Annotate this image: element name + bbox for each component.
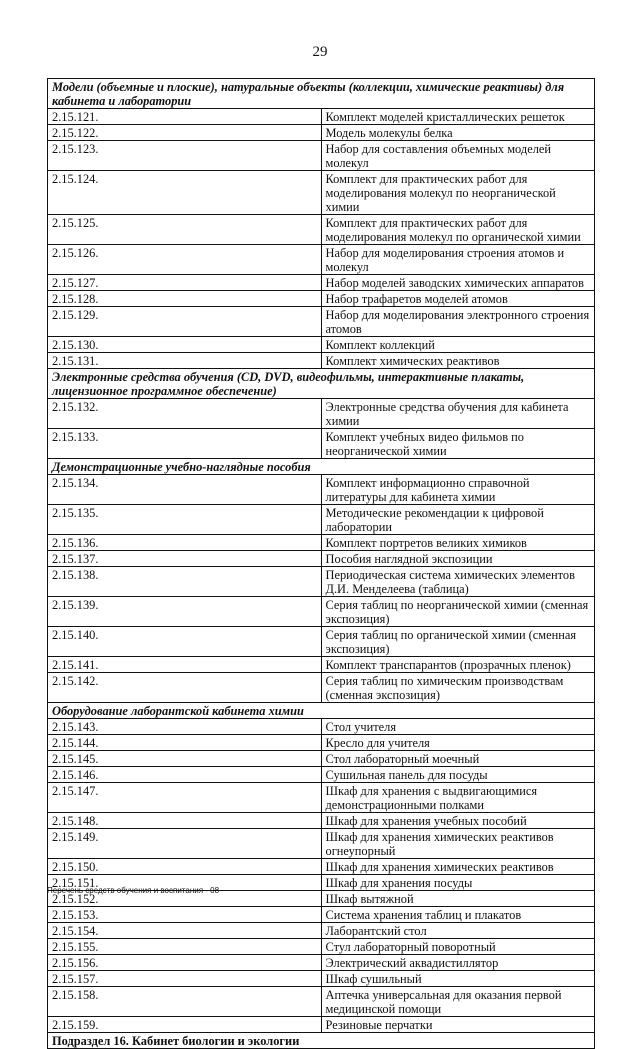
item-description: Методические рекомендации к цифровой лаборатории <box>321 505 595 535</box>
item-description: Серия таблиц по органической химии (сменная экспозиция) <box>321 627 595 657</box>
item-code: 2.15.128. <box>48 291 322 307</box>
table-row <box>48 125 595 141</box>
item-code: 2.15.147. <box>48 783 322 813</box>
item-code: 2.15.138. <box>48 567 322 597</box>
table-row <box>48 109 595 125</box>
item-description: Резиновые перчатки <box>321 1017 595 1033</box>
table-row <box>48 829 595 859</box>
item-description: Серия таблиц по неорганической химии (сменная экспозиция) <box>321 597 595 627</box>
item-code: 2.15.158. <box>48 987 322 1017</box>
item-code: 2.15.126. <box>48 245 322 275</box>
item-description: Модель молекулы белка <box>321 125 595 141</box>
item-code: 2.15.156. <box>48 955 322 971</box>
item-code: 2.15.155. <box>48 939 322 955</box>
section-title: Демонстрационные учебно-наглядные пособия <box>48 459 595 475</box>
item-description: Комплект коллекций <box>321 337 595 353</box>
item-code: 2.15.124. <box>48 171 322 215</box>
item-code: 2.15.151. <box>48 875 322 891</box>
item-code: 2.15.143. <box>48 719 322 735</box>
item-code: 2.15.149. <box>48 829 322 859</box>
table-row <box>48 923 595 939</box>
item-description: Периодическая система химических элементов Д.И. Менделеева (таблица) <box>321 567 595 597</box>
item-code: 2.15.134. <box>48 475 322 505</box>
table-row <box>48 955 595 971</box>
item-code: 2.15.139. <box>48 597 322 627</box>
table-row <box>48 767 595 783</box>
item-code: 2.15.131. <box>48 353 322 369</box>
item-code: 2.15.140. <box>48 627 322 657</box>
item-description: Электрический аквадистиллятор <box>321 955 595 971</box>
table-row <box>48 245 595 275</box>
table-row <box>48 353 595 369</box>
item-code: 2.15.148. <box>48 813 322 829</box>
table-row <box>48 673 595 703</box>
item-description: Шкаф для хранения химических реактивов огнеупорный <box>321 829 595 859</box>
table-row <box>48 399 595 429</box>
subsection-title: Подраздел 16. Кабинет биологии и экологии <box>48 1033 595 1049</box>
item-code: 2.15.130. <box>48 337 322 353</box>
item-description: Шкаф для хранения посуды <box>321 875 595 891</box>
section-header-row <box>48 703 595 719</box>
item-description: Комплект учебных видео фильмов по неорганической химии <box>321 429 595 459</box>
section-title: Модели (объемные и плоские), натуральные объекты (коллекции, химические реактивы) для кабинета и лаборатории <box>48 79 595 109</box>
item-description: Комплект химических реактивов <box>321 353 595 369</box>
item-code: 2.15.135. <box>48 505 322 535</box>
item-description: Сушильная панель для посуды <box>321 767 595 783</box>
footer-text: Перечень средств обучения и воспитания - 08 <box>47 886 220 895</box>
item-description: Система хранения таблиц и плакатов <box>321 907 595 923</box>
item-code: 2.15.152. <box>48 891 322 907</box>
section-title: Электронные средства обучения (CD, DVD, видеофильмы, интерактивные плакаты, лицензионное программное обеспечение) <box>48 369 595 399</box>
table-row <box>48 215 595 245</box>
table-row <box>48 171 595 215</box>
equipment-table <box>47 78 595 1049</box>
table-row <box>48 1017 595 1033</box>
table-row <box>48 987 595 1017</box>
item-code: 2.15.122. <box>48 125 322 141</box>
item-code: 2.15.157. <box>48 971 322 987</box>
item-description: Стол учителя <box>321 719 595 735</box>
table-row <box>48 735 595 751</box>
table-row <box>48 141 595 171</box>
item-description: Комплект информационно справочной литературы для кабинета химии <box>321 475 595 505</box>
item-code: 2.15.133. <box>48 429 322 459</box>
item-code: 2.15.150. <box>48 859 322 875</box>
item-code: 2.15.137. <box>48 551 322 567</box>
table-row <box>48 307 595 337</box>
page-number: 29 <box>312 44 328 60</box>
item-code: 2.15.136. <box>48 535 322 551</box>
item-code: 2.15.142. <box>48 673 322 703</box>
table-row <box>48 535 595 551</box>
item-code: 2.15.127. <box>48 275 322 291</box>
item-description: Набор моделей заводских химических аппаратов <box>321 275 595 291</box>
item-code: 2.15.129. <box>48 307 322 337</box>
item-code: 2.15.123. <box>48 141 322 171</box>
item-description: Шкаф вытяжной <box>321 891 595 907</box>
item-description: Набор для моделирования электронного строения атомов <box>321 307 595 337</box>
table-row <box>48 971 595 987</box>
table-row <box>48 813 595 829</box>
table-row <box>48 597 595 627</box>
table-body <box>48 79 595 1049</box>
table-row <box>48 627 595 657</box>
item-description: Шкаф для хранения химических реактивов <box>321 859 595 875</box>
item-code: 2.15.141. <box>48 657 322 673</box>
item-code: 2.15.145. <box>48 751 322 767</box>
item-description: Стул лабораторный поворотный <box>321 939 595 955</box>
item-code: 2.15.159. <box>48 1017 322 1033</box>
item-code: 2.15.121. <box>48 109 322 125</box>
item-description: Электронные средства обучения для кабинета химии <box>321 399 595 429</box>
table-row <box>48 859 595 875</box>
table-row <box>48 275 595 291</box>
table-row <box>48 567 595 597</box>
table-row <box>48 719 595 735</box>
item-code: 2.15.132. <box>48 399 322 429</box>
item-description: Комплект портретов великих химиков <box>321 535 595 551</box>
subsection-row <box>48 1033 595 1049</box>
table-row <box>48 291 595 307</box>
table-row <box>48 337 595 353</box>
item-description: Пособия наглядной экспозиции <box>321 551 595 567</box>
item-code: 2.15.154. <box>48 923 322 939</box>
table-row <box>48 907 595 923</box>
section-title: Оборудование лаборантской кабинета химии <box>48 703 595 719</box>
table-row <box>48 551 595 567</box>
item-description: Комплект моделей кристаллических решеток <box>321 109 595 125</box>
table-row <box>48 429 595 459</box>
section-header-row <box>48 369 595 399</box>
item-code: 2.15.153. <box>48 907 322 923</box>
table-row <box>48 939 595 955</box>
item-description: Комплект для практических работ для моделирования молекул по органической химии <box>321 215 595 245</box>
item-description: Шкаф для хранения с выдвигающимися демонстрационными полками <box>321 783 595 813</box>
table-row <box>48 657 595 673</box>
table-row <box>48 751 595 767</box>
item-code: 2.15.146. <box>48 767 322 783</box>
item-description: Шкаф для хранения учебных пособий <box>321 813 595 829</box>
item-description: Стол лабораторный моечный <box>321 751 595 767</box>
section-header-row <box>48 459 595 475</box>
item-description: Лаборантский стол <box>321 923 595 939</box>
item-code: 2.15.144. <box>48 735 322 751</box>
table-row <box>48 783 595 813</box>
section-header-row <box>48 79 595 109</box>
item-description: Комплект транспарантов (прозрачных пленок) <box>321 657 595 673</box>
table-row <box>48 475 595 505</box>
item-description: Комплект для практических работ для моделирования молекул по неорганической химии <box>321 171 595 215</box>
item-description: Аптечка универсальная для оказания первой медицинской помощи <box>321 987 595 1017</box>
item-code: 2.15.125. <box>48 215 322 245</box>
item-description: Шкаф сушильный <box>321 971 595 987</box>
item-description: Набор для моделирования строения атомов и молекул <box>321 245 595 275</box>
item-description: Серия таблиц по химическим производствам (сменная экспозиция) <box>321 673 595 703</box>
item-description: Кресло для учителя <box>321 735 595 751</box>
table-row <box>48 505 595 535</box>
item-description: Набор трафаретов моделей атомов <box>321 291 595 307</box>
item-description: Набор для составления объемных моделей молекул <box>321 141 595 171</box>
